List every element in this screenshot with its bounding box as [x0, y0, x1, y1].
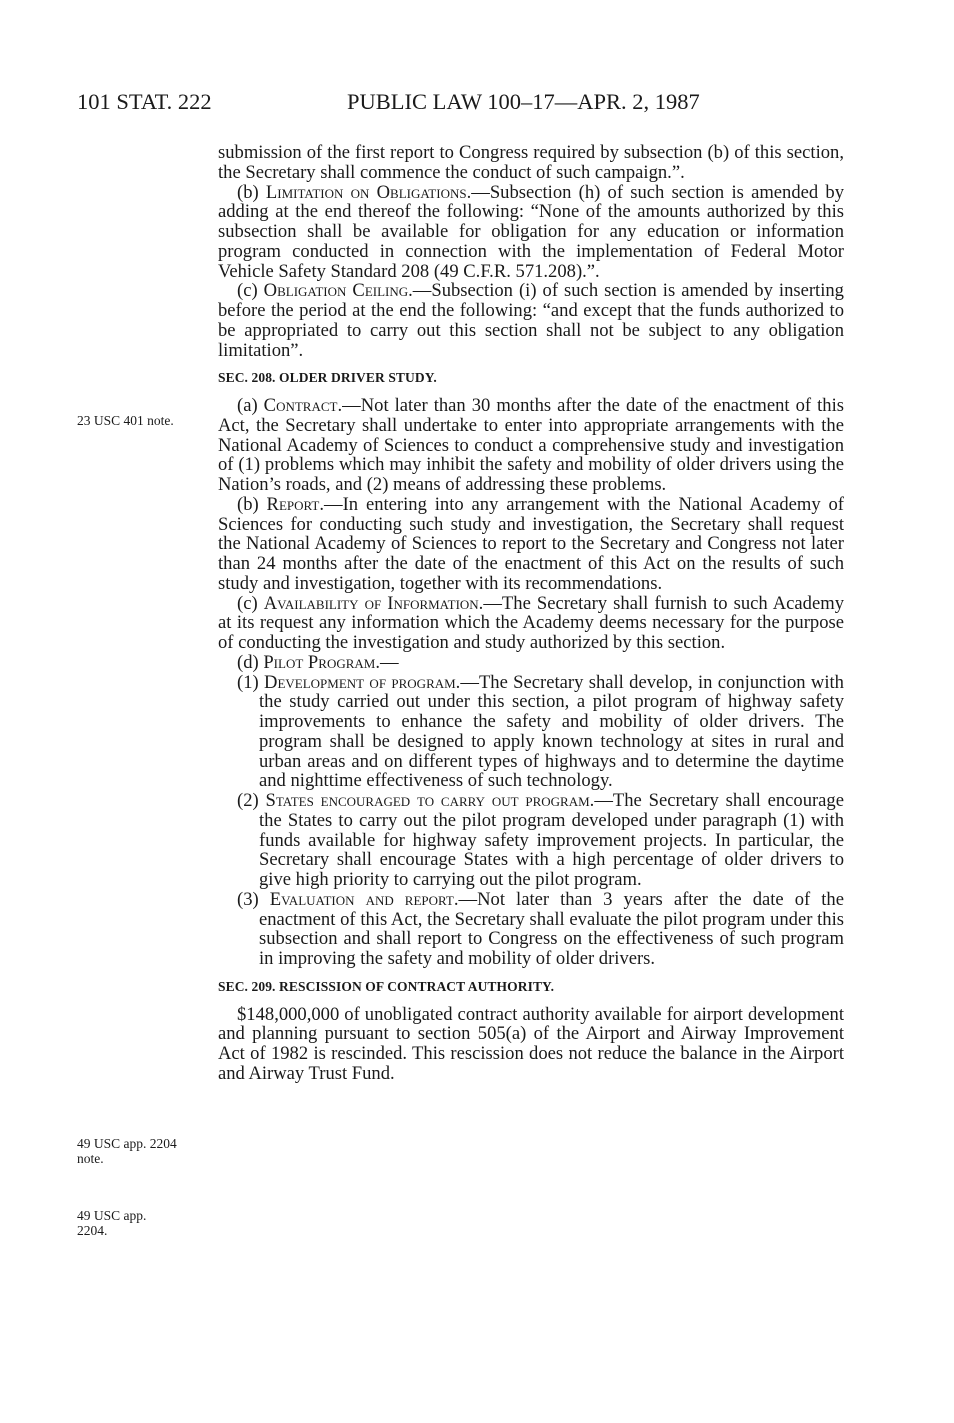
subsection-heading: Obligation Ceiling.	[263, 280, 413, 302]
continuation-paragraph: submission of the first report to Congress required by subsection (b) of this section, the Secretary shall commence the conduct of such campaign.”.	[218, 142, 844, 183]
margin-note-sec208: 23 USC 401 note.	[77, 413, 174, 428]
paragraph-d3: (3) Evaluation and report.—Not later than 3 years after the date of the enactment of this Act, the Secretary shall evaluate the pilot program under this subsection and shall report to Congress on the effectiveness of such program in improving the safety and mobility of older drivers.	[237, 888, 844, 969]
section-209-heading: SEC. 209. RESCISSION OF CONTRACT AUTHORITY.	[218, 978, 555, 994]
page-header	[77, 89, 737, 119]
subsection-heading: Availability of Information.	[263, 592, 484, 614]
sec209-paragraph: $148,000,000 of unobligated contract authority available for airport development and planning pursuant to section 505(a) of the Airport and Airway Improvement Act of 1982 is rescinded. This rescission does not reduce the balance in the Airport and Airway Trust Fund.	[218, 1003, 844, 1084]
sec208-subsection-b: (b) Report.—In entering into any arrangement with the National Academy of Sciences for conducting such study and investigation, the Secretary shall request the National Academy of Sciences to report to the Secretary and Congress not later than 24 months after the date of the enactment of this Act on the results of such study and investigation, together with its recommendations.	[218, 493, 844, 594]
margin-note-sec209-b: 49 USC app. 2204.	[77, 1208, 147, 1238]
subsection-heading: Report.	[266, 493, 324, 515]
paragraph-d2: (2) States encouraged to carry out program.—The Secretary shall encourage the States to carry out the pilot program developed under paragraph (1) with funds available for highway safety improvement projects. In particular, the Secretary shall encourage States with a high percentage of older drivers to give high priority to carrying out the pilot program.	[237, 790, 844, 890]
public-law-title: PUBLIC LAW 100–17—APR. 2, 1987	[347, 89, 700, 114]
paragraph-d1: (1) Development of program.—The Secretary shall develop, in conjunction with the study carried out under this section, a pilot program of highway safety improvements to enhance the safety and mobility of older drivers. The program shall be designed to apply known technology at sites in rural and urban areas and on different types of highways and to determine the daytime and nighttime effectiveness of such technology.	[237, 671, 844, 792]
margin-note-sec209: 49 USC app. 2204 note.	[77, 1136, 177, 1166]
subsection-b: (b) Limitation on Obligations.—Subsection (h) of such section is amended by adding at the end thereof the following: “None of the amounts authorized by this subsection shall be available for obligation for any education or information program conducted in connection with the implementation of Federal Motor Vehicle Safety Standard 208 (49 C.F.R. 571.208).”.	[218, 181, 844, 282]
sec208-subsection-a: (a) Contract.—Not later than 30 months after the date of the enactment of this Act, the Secretary shall undertake to enter into appropriate arrangements with the National Academy of Sciences to conduct a comprehensive study and investigation of (1) problems which may inhibit the safety and mobility of older drivers using the Nation’s roads, and (2) means of addressing these problems.	[218, 395, 844, 495]
subsection-heading: Contract.	[263, 395, 343, 416]
body-text	[218, 143, 844, 1084]
subsection-heading: Limitation on Obligations.	[265, 181, 472, 203]
section-208-heading: SEC. 208. OLDER DRIVER STUDY.	[218, 370, 437, 386]
paragraph-heading: States encouraged to carry out program.	[265, 790, 595, 811]
paragraph-heading: Development of program.	[264, 671, 461, 693]
sec208-subsection-d: (d) Pilot Program.—	[237, 651, 399, 673]
subsection-c: (c) Obligation Ceiling.—Subsection (i) of such section is amended by inserting before the period at the end the following: “and except that the funds authorized to be appropriated to carry out this section shall not be subject to any obligation limitation”.	[218, 280, 844, 361]
subsection-heading: Pilot Program.	[263, 651, 380, 673]
sec208-subsection-c: (c) Availability of Information.—The Secretary shall furnish to such Academy at its request any information which the Academy deems necessary for the purpose of conducting the investigation and study authorized by this section.	[218, 592, 844, 653]
paragraph-heading: Evaluation and report.	[269, 888, 459, 910]
statute-page-number: 101 STAT. 222	[77, 89, 212, 114]
